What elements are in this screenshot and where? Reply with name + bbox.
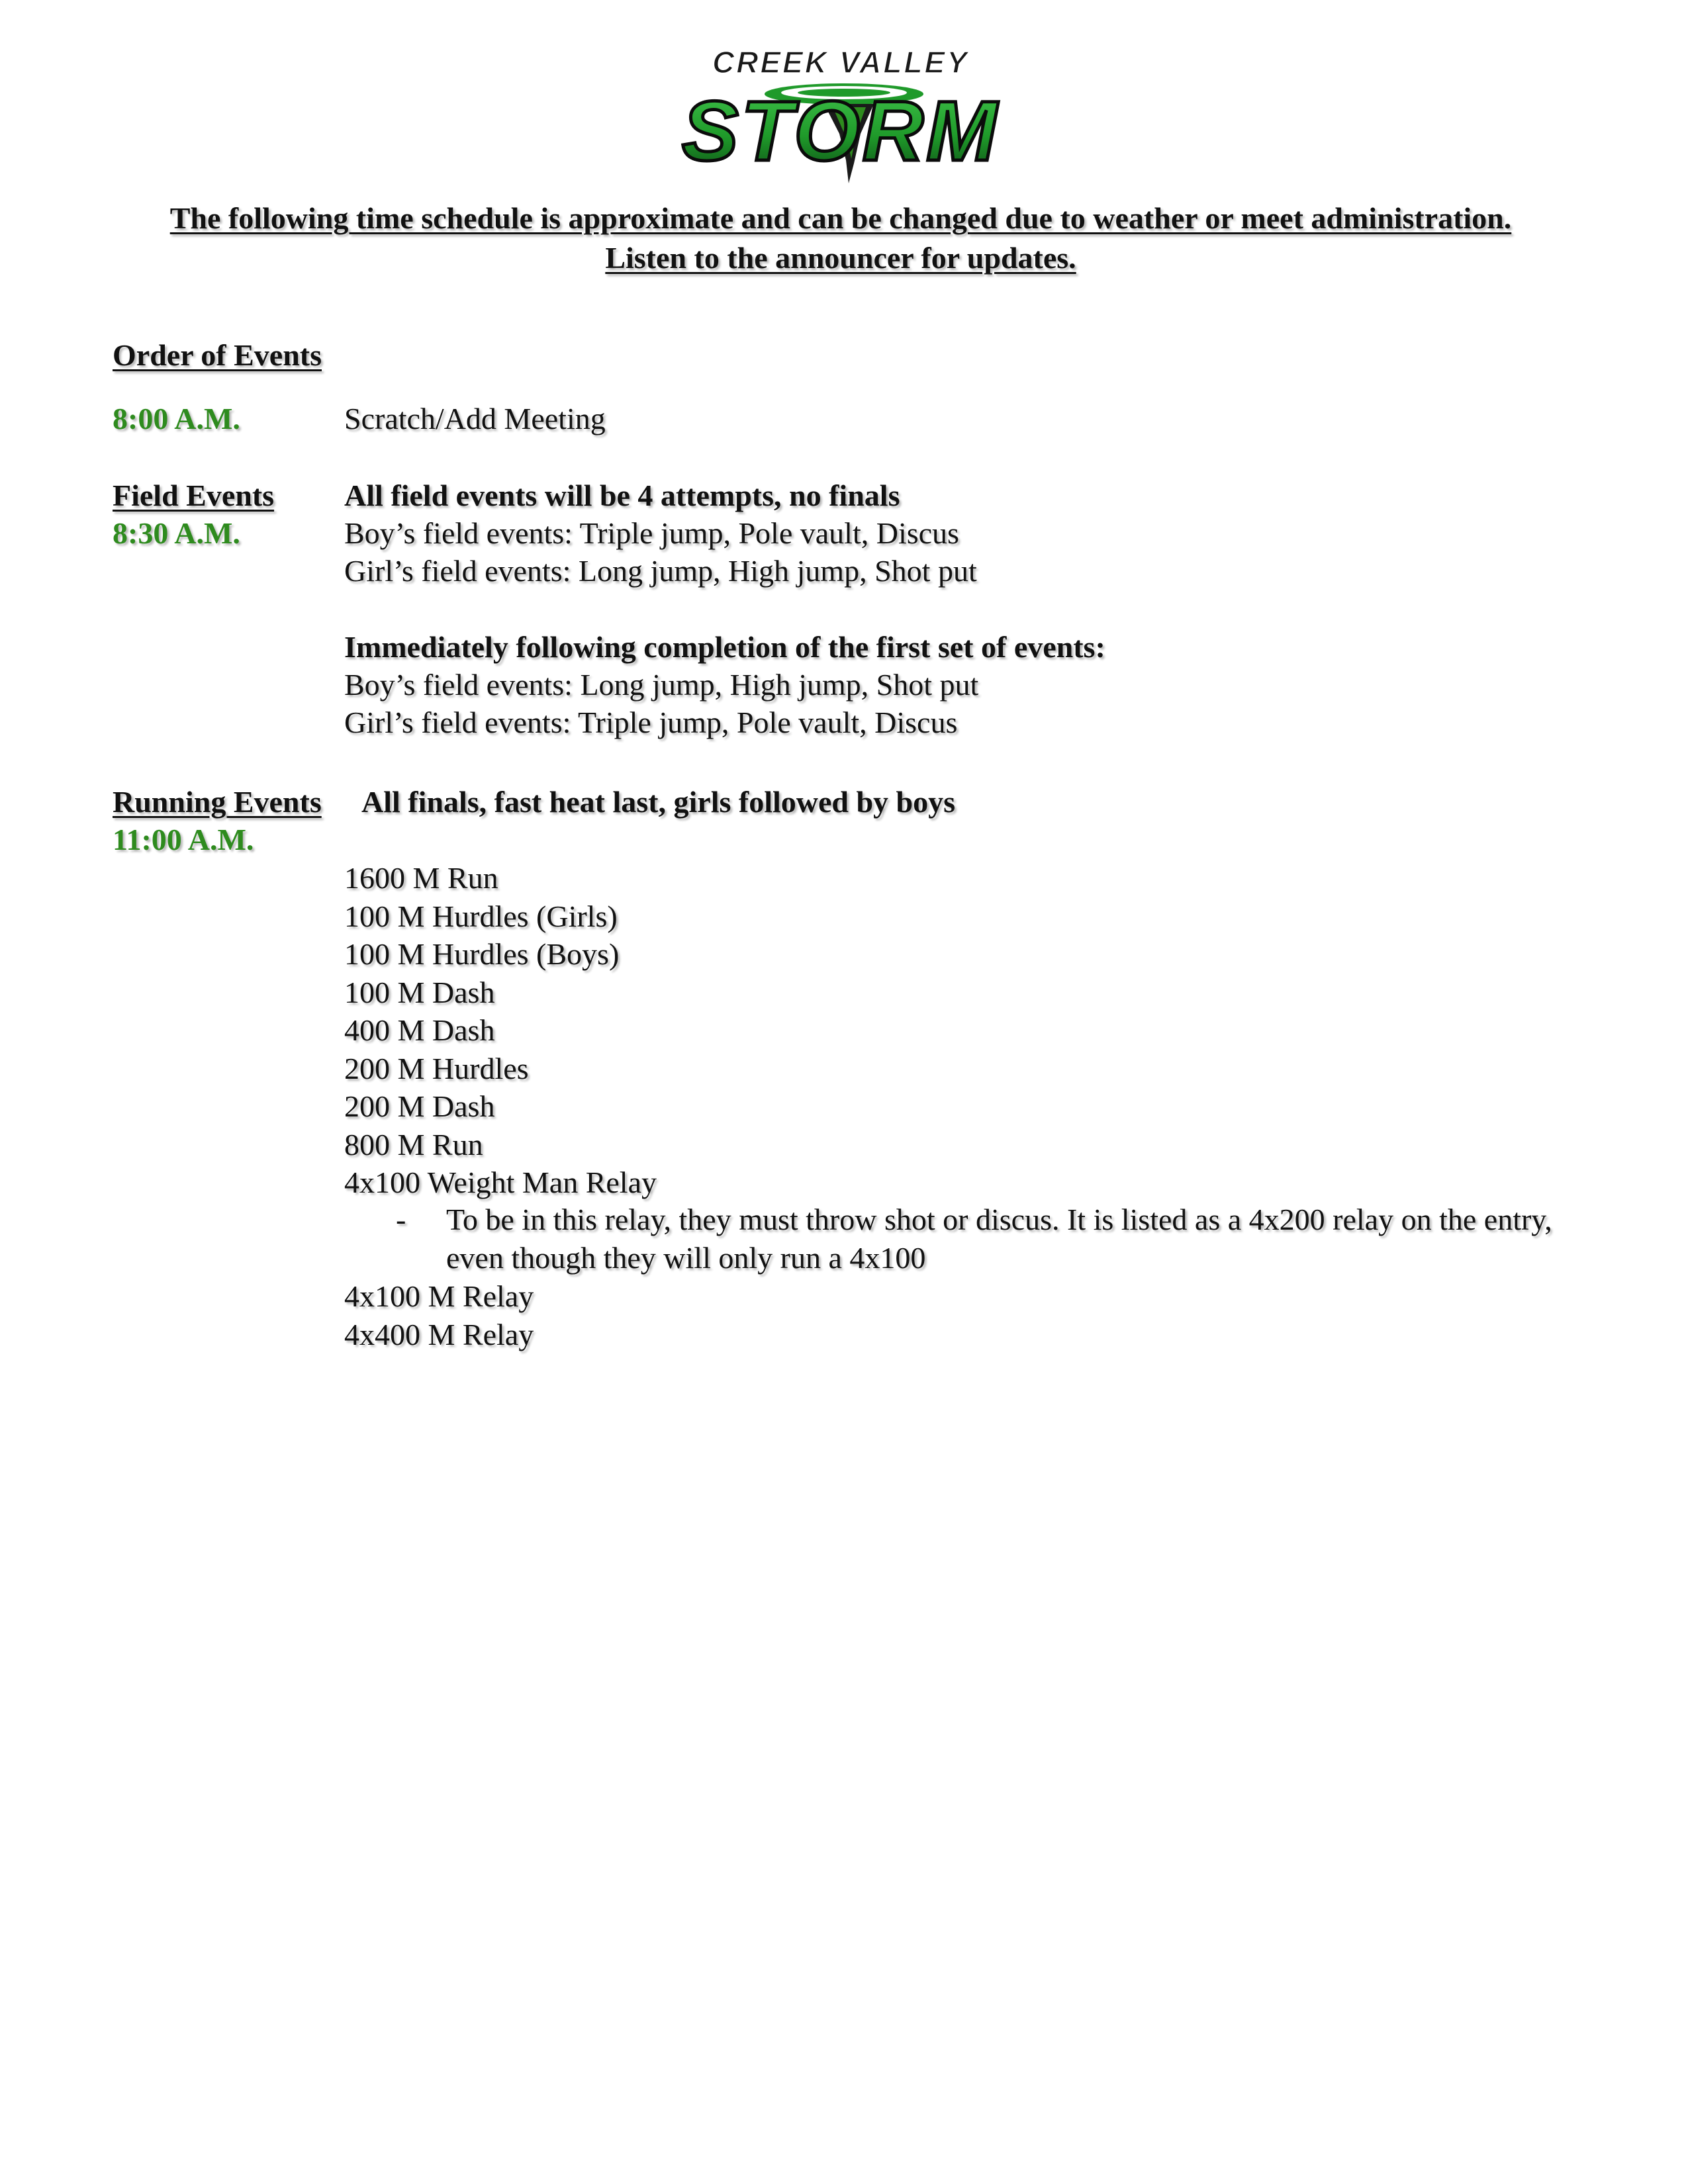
- weight-man-relay-note: [396, 1201, 1574, 1277]
- field-set1-boys: Boy’s field events: Triple jump, Pole vault, Discus: [344, 516, 959, 550]
- creek-valley-storm-logo: [655, 41, 1026, 193]
- field-set2-boys: Boy’s field events: Long jump, High jump, Shot put: [344, 668, 979, 702]
- note-bullet: -: [396, 1203, 406, 1236]
- field-events-time: 8:30 A.M.: [113, 516, 240, 550]
- running-events-heading: Running Events: [113, 785, 322, 819]
- list-item: 800 M Run: [344, 1127, 483, 1161]
- logo-line1: CREEK VALLEY: [712, 45, 969, 79]
- list-item: 100 M Dash: [344, 975, 495, 1009]
- notice-line1: The following time schedule is approximate and can be changed due to weather or meet administration.: [169, 201, 1512, 235]
- list-item: 4x100 Weight Man Relay: [344, 1165, 657, 1199]
- field-set2-girls: Girl’s field events: Triple jump, Pole vault, Discus: [344, 705, 958, 739]
- running-events-rule: All finals, fast heat last, girls followed by boys: [361, 785, 956, 819]
- field-events-heading: Field Events: [113, 478, 275, 512]
- list-item: 400 M Dash: [344, 1013, 495, 1047]
- list-item: 100 M Hurdles (Girls): [344, 899, 618, 933]
- running-events-time: 11:00 A.M.: [113, 823, 254, 856]
- schedule-notice: [113, 199, 1569, 278]
- field-events-rule: All field events will be 4 attempts, no finals: [344, 478, 900, 512]
- relay-events-list: [344, 1277, 534, 1353]
- list-item: 200 M Dash: [344, 1089, 495, 1123]
- running-events-list: [344, 859, 657, 1202]
- list-item: 100 M Hurdles (Boys): [344, 937, 620, 971]
- scratch-label: Scratch/Add Meeting: [344, 402, 606, 435]
- list-item: 4x400 M Relay: [344, 1317, 534, 1351]
- field-set1-girls: Girl’s field events: Long jump, High jump, Shot put: [344, 554, 977, 588]
- order-of-events-heading: Order of Events: [113, 338, 322, 372]
- list-item: 4x100 M Relay: [344, 1279, 534, 1313]
- field-followup-heading: Immediately following completion of the first set of events:: [344, 630, 1105, 664]
- scratch-time: 8:00 A.M.: [113, 402, 240, 435]
- logo-line2: STORM: [682, 84, 1000, 179]
- list-item: 1600 M Run: [344, 861, 498, 895]
- notice-line2: Listen to the announcer for updates.: [605, 241, 1076, 275]
- note-text: To be in this relay, they must throw shot or discus. It is listed as a 4x200 relay on the entry, even though they will only run a 4x100: [446, 1203, 1552, 1275]
- list-item: 200 M Hurdles: [344, 1051, 529, 1085]
